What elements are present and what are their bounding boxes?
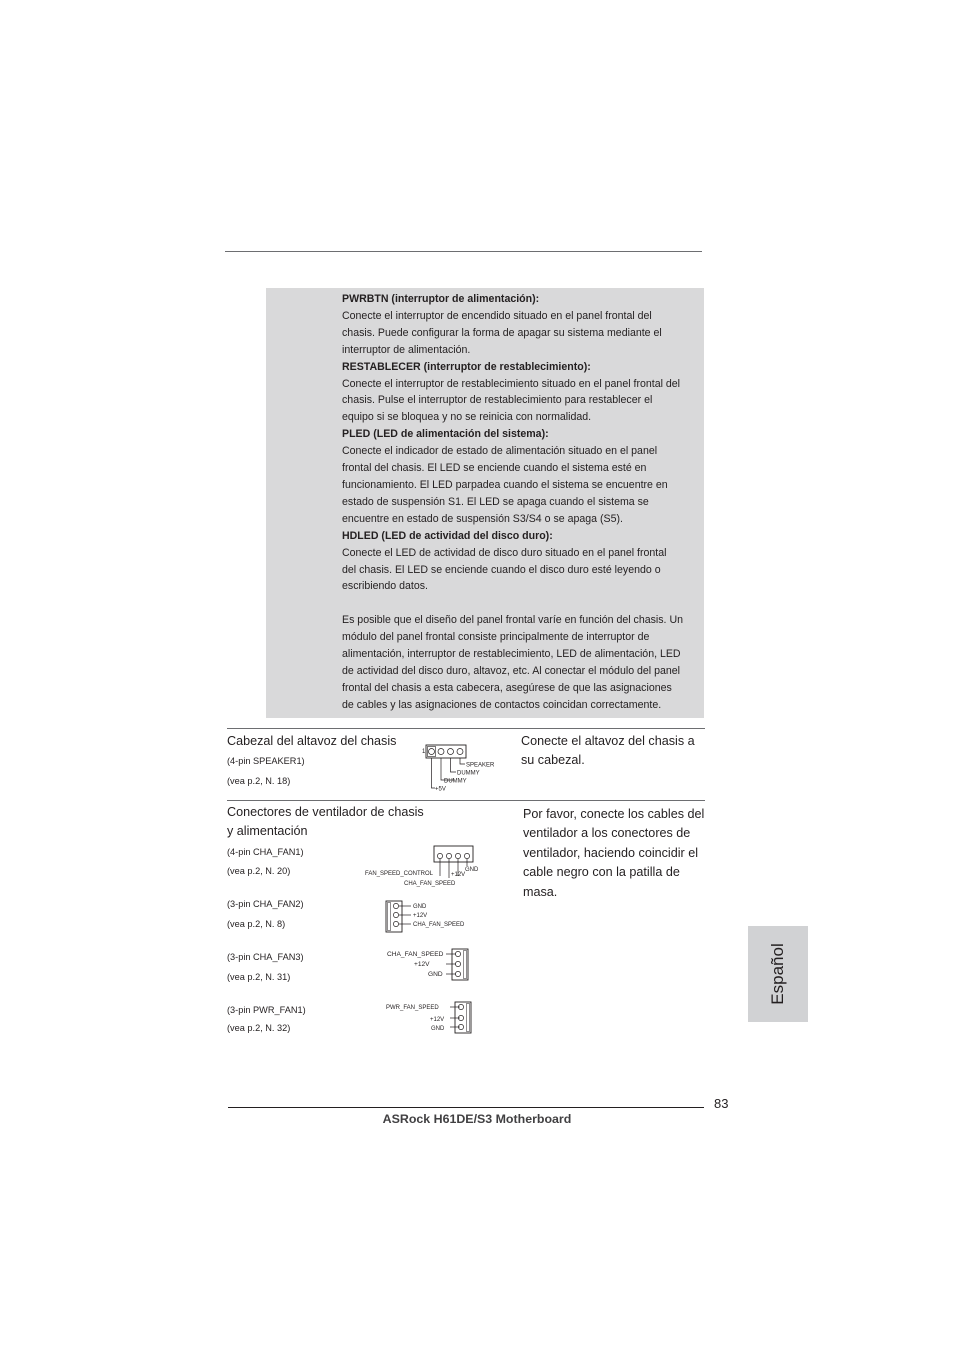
speaker-label: SPEAKER: [466, 762, 495, 769]
fans-desc-line: Por favor, conecte los cables del: [523, 807, 705, 821]
cha-fan3-diagram: [384, 946, 474, 982]
speaker-rule: [227, 728, 705, 729]
note-line: estado de suspensión S1. El LED se apaga cuando el sistema se: [342, 495, 649, 508]
gnd-label: GND: [465, 867, 479, 873]
speaker-header-diagram: [420, 742, 500, 794]
12v-label: +12V: [451, 872, 466, 878]
12v-label: +12V: [413, 913, 428, 919]
note-line: del chasis. El LED se enciende cuando el disco duro esté leyendo o: [342, 563, 661, 576]
fan-speed-control-label: FAN_SPEED_CONTROL: [365, 871, 434, 877]
cha-fan3-ref: (vea p.2, N. 31): [227, 972, 291, 982]
12v-label: +12V: [414, 961, 430, 968]
speaker-desc-line: Conecte el altavoz del chasis a: [521, 734, 695, 748]
5v-label: +5V: [435, 786, 446, 793]
paragraph-line: de cables y las asignaciones de contactos coincidan correctamente.: [342, 698, 662, 711]
cha-fan1-diagram: [362, 842, 492, 890]
fans-title: [227, 803, 424, 841]
note-line: Conecte el interruptor de encendido situado en el panel frontal del: [342, 309, 652, 322]
paragraph-line: de actividad del disco duro, altavoz, etc. Al conectar el módulo del panel: [342, 664, 681, 677]
dummy-label: DUMMY: [457, 770, 480, 777]
speaker-desc: [521, 732, 695, 771]
fans-desc-line: ventilador a los conectores de: [523, 826, 691, 841]
paragraph-line: módulo del panel frontal consiste principalmente de interruptor de: [342, 631, 650, 644]
language-tab: [748, 926, 808, 1022]
paragraph-line: Es posible que el diseño del panel frontal varíe en función del chasis. Un: [342, 614, 683, 627]
page-number: 83: [714, 1096, 729, 1111]
note-heading-pled: PLED (LED de alimentación del sistema):: [342, 428, 549, 441]
12v-label: +12V: [430, 1017, 445, 1023]
language-tab-label: Español: [768, 943, 787, 1005]
note-line: funcionamiento. El LED parpadea cuando el sistema se encuentre en: [342, 478, 668, 491]
note-line: frontal del chasis. El LED se enciende cuando el sistema esté en: [342, 462, 647, 475]
dummy-label: DUMMY: [444, 778, 467, 785]
note-line: Conecte el LED de actividad de disco duro situado en el panel frontal: [342, 546, 667, 559]
footer-title: ASRock H61DE/S3 Motherboard: [382, 1112, 572, 1126]
fans-title-line: Conectores de ventilador de chasis: [227, 805, 424, 819]
fans-title-line: y alimentación: [227, 824, 308, 838]
note-heading-reset: RESTABLECER (interruptor de restablecimiento):: [342, 360, 591, 373]
note-line: interruptor de alimentación.: [342, 343, 471, 356]
speaker-ref: (vea p.2, N. 18): [227, 776, 291, 786]
speaker-title: Cabezal del altavoz del chasis: [227, 734, 397, 748]
note-heading-hdled: HDLED (LED de actividad del disco duro):: [342, 529, 553, 542]
fans-desc-line: cable negro con la patilla de: [523, 865, 680, 880]
note-heading-pwrbtn: PWRBTN (interruptor de alimentación):: [342, 293, 540, 305]
pwr-fan-speed-label: PWR_FAN_SPEED: [386, 1005, 439, 1011]
footer-rule: [228, 1107, 704, 1108]
note-line: chasis. Puede configurar la forma de apagar su sistema mediante el: [342, 326, 662, 339]
note-line: escribiendo datos.: [342, 580, 428, 593]
cha-fan2-ref: (vea p.2, N. 8): [227, 919, 286, 929]
note-line: Conecte el interruptor de restablecimiento situado en el panel frontal del: [342, 377, 681, 390]
note-line: encuentre en estado de suspensión S3/S4 o se apaga (S5).: [342, 512, 623, 525]
note-line: Conecte el indicador de estado de alimentación situado en el panel: [342, 445, 658, 458]
cha-fan-speed-label: CHA_FAN_SPEED: [413, 922, 465, 928]
cha-fan1-pin: (4-pin CHA_FAN1): [227, 847, 304, 857]
cha-fan2-diagram: [384, 899, 484, 935]
info-box-text: [342, 291, 704, 714]
cha-fan2-pin: (3-pin CHA_FAN2): [227, 899, 304, 909]
cha-fan1-ref: (vea p.2, N. 20): [227, 866, 291, 876]
pwr-fan1-ref: (vea p.2, N. 32): [227, 1023, 291, 1033]
fans-desc: [523, 805, 704, 902]
fans-rule: [227, 800, 705, 801]
paragraph-line: frontal del chasis a esta cabecera, asegúrese de que las asignaciones: [342, 681, 672, 694]
gnd-label: GND: [413, 904, 427, 910]
top-rule: [225, 251, 702, 252]
note-line: equipo si se bloquea y no se reinicia con normalidad.: [342, 411, 592, 424]
cha-fan-speed-label: CHA_FAN_SPEED: [387, 951, 444, 958]
cha-fan3-pin: (3-pin CHA_FAN3): [227, 952, 304, 962]
speaker-pin: (4-pin SPEAKER1): [227, 756, 305, 766]
cha-fan-speed-label: CHA_FAN_SPEED: [404, 881, 456, 887]
fans-desc-line: ventilador, haciendo coincidir el: [523, 845, 699, 860]
pwr-fan1-pin: (3-pin PWR_FAN1): [227, 1005, 306, 1015]
speaker-pin1-label: 1: [422, 749, 426, 755]
gnd-label: GND: [428, 971, 443, 978]
pwr-fan1-diagram: [384, 999, 476, 1035]
fans-desc-line: masa.: [523, 884, 558, 899]
gnd-label: GND: [431, 1026, 445, 1032]
speaker-desc-line: su cabezal.: [521, 753, 585, 768]
paragraph-line: alimentación, interruptor de restablecimiento, LED de alimentación, LED: [342, 648, 681, 661]
note-line: chasis. Pulse el interruptor de restablecimiento para restablecer el: [342, 394, 653, 407]
